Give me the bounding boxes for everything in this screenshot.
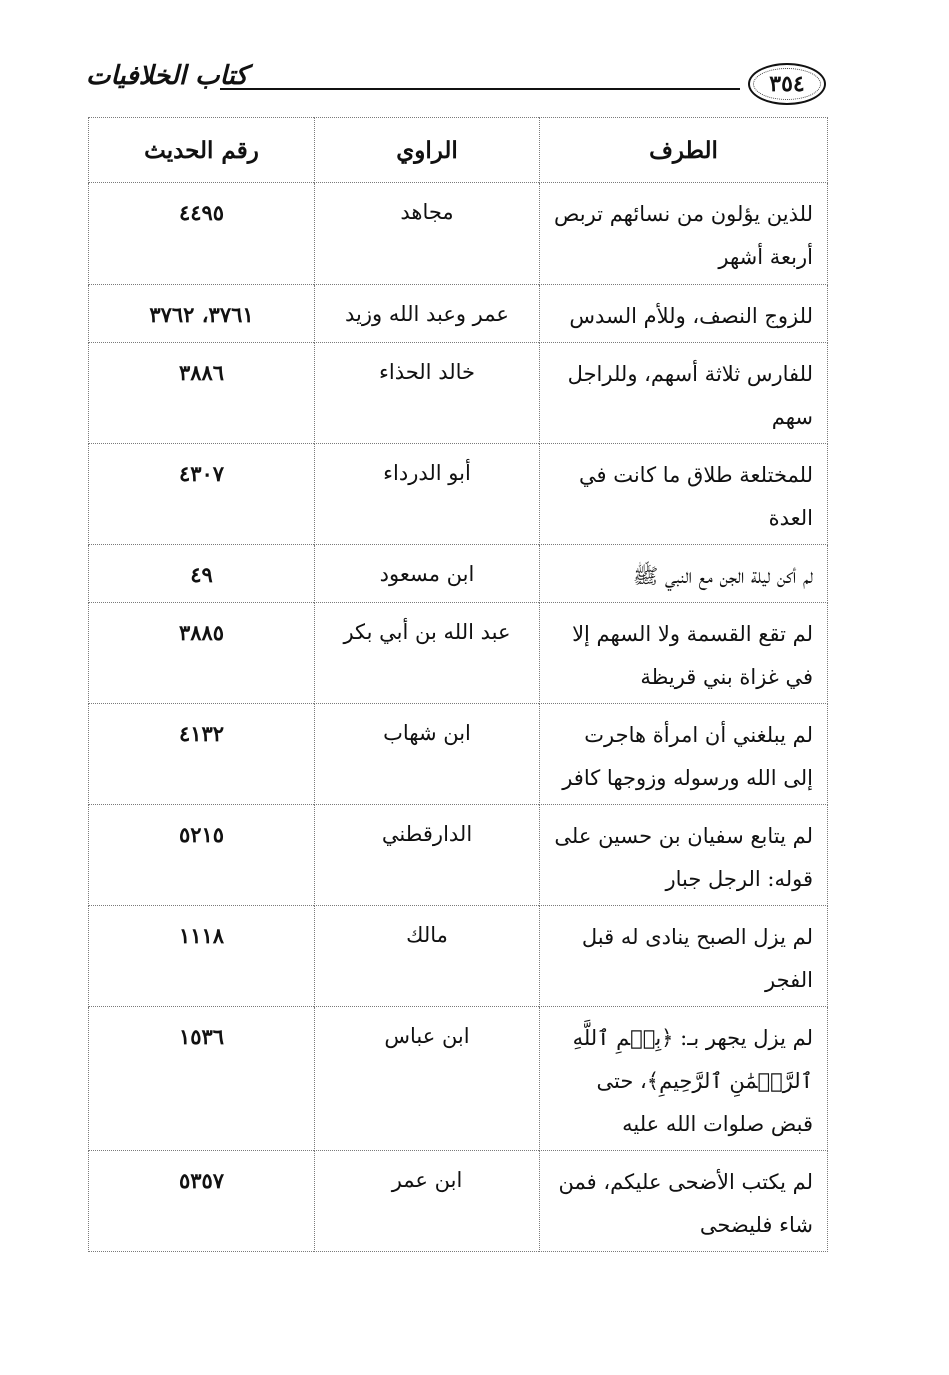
table-row (89, 285, 828, 343)
cell-hadith-number: ٤٤٩٥ (89, 183, 315, 285)
cell-tarf: لم يزل الصبح ينادى له قبل الفجر (540, 906, 828, 1007)
cell-rawi: ابن شهاب (315, 704, 540, 805)
cell-tarf: للفارس ثلاثة أسهم، وللراجل سهم (540, 343, 828, 444)
cell-tarf: للمختلعة طلاق ما كانت في العدة (540, 444, 828, 545)
cell-rawi: ابن عمر (315, 1151, 540, 1252)
cell-hadith-number: ٥٣٥٧ (89, 1151, 315, 1252)
cell-rawi: خالد الحذاء (315, 343, 540, 444)
cell-tarf: لم يتابع سفيان بن حسين على قوله: الرجل جبار (540, 805, 828, 906)
cell-hadith-number: ٥٢١٥ (89, 805, 315, 906)
book-title: كتاب الخلافيات (86, 61, 248, 91)
table-row (89, 1151, 828, 1252)
table-row (89, 603, 828, 704)
cell-hadith-number: ١١١٨ (89, 906, 315, 1007)
cell-rawi: عمر وعبد الله وزيد (315, 285, 540, 343)
cell-hadith-number: ٤٣٠٧ (89, 444, 315, 545)
header-rule (220, 88, 740, 90)
cell-hadith-number: ٤١٣٢ (89, 704, 315, 805)
page-number: ٣٥٤ (769, 71, 805, 97)
hadith-index-table (88, 117, 828, 1252)
table-row (89, 343, 828, 444)
page-number-badge (748, 63, 826, 105)
cell-rawi: الدارقطني (315, 805, 540, 906)
cell-tarf: للزوج النصف، وللأم السدس (540, 285, 828, 343)
table-row (89, 906, 828, 1007)
cell-rawi: عبد الله بن أبي بكر (315, 603, 540, 704)
cell-rawi: ابن عباس (315, 1007, 540, 1151)
cell-tarf: لم يكتب الأضحى عليكم، فمن شاء فليضحى (540, 1151, 828, 1252)
cell-hadith-number: ٣٨٨٥ (89, 603, 315, 704)
cell-rawi: ابن مسعود (315, 545, 540, 603)
page-header (80, 55, 840, 115)
cell-hadith-number: ٣٨٨٦ (89, 343, 315, 444)
cell-hadith-number: ١٥٣٦ (89, 1007, 315, 1151)
cell-rawi: مجاهد (315, 183, 540, 285)
table-row (89, 444, 828, 545)
table-row (89, 545, 828, 603)
table-row (89, 805, 828, 906)
table-header-row (89, 118, 828, 183)
cell-tarf: لم تقع القسمة ولا السهم إلا في غزاة بني قريظة (540, 603, 828, 704)
cell-rawi: مالك (315, 906, 540, 1007)
cell-tarf: للذين يؤلون من نسائهم تربص أربعة أشهر (540, 183, 828, 285)
column-header-rawi: الراوي (315, 118, 540, 183)
cell-rawi: أبو الدرداء (315, 444, 540, 545)
cell-hadith-number: ٣٧٦١، ٣٧٦٢ (89, 285, 315, 343)
column-header-number: رقم الحديث (89, 118, 315, 183)
table-row (89, 183, 828, 285)
column-header-tarf: الطرف (540, 118, 828, 183)
cell-tarf: لم أكن ليلة الجن مع النبي ﷺ (540, 545, 828, 603)
table-row (89, 1007, 828, 1151)
cell-tarf: لم يزل يجهر بـ: ﴿بِسۡمِ ٱللَّهِ ٱلرَّحۡمَٰنِ ٱلرَّحِيمِ﴾، حتى قبض صلوات الله عليه (540, 1007, 828, 1151)
cell-hadith-number: ٤٩ (89, 545, 315, 603)
cell-tarf: لم يبلغني أن امرأة هاجرت إلى الله ورسوله وزوجها كافر (540, 704, 828, 805)
table-row (89, 704, 828, 805)
